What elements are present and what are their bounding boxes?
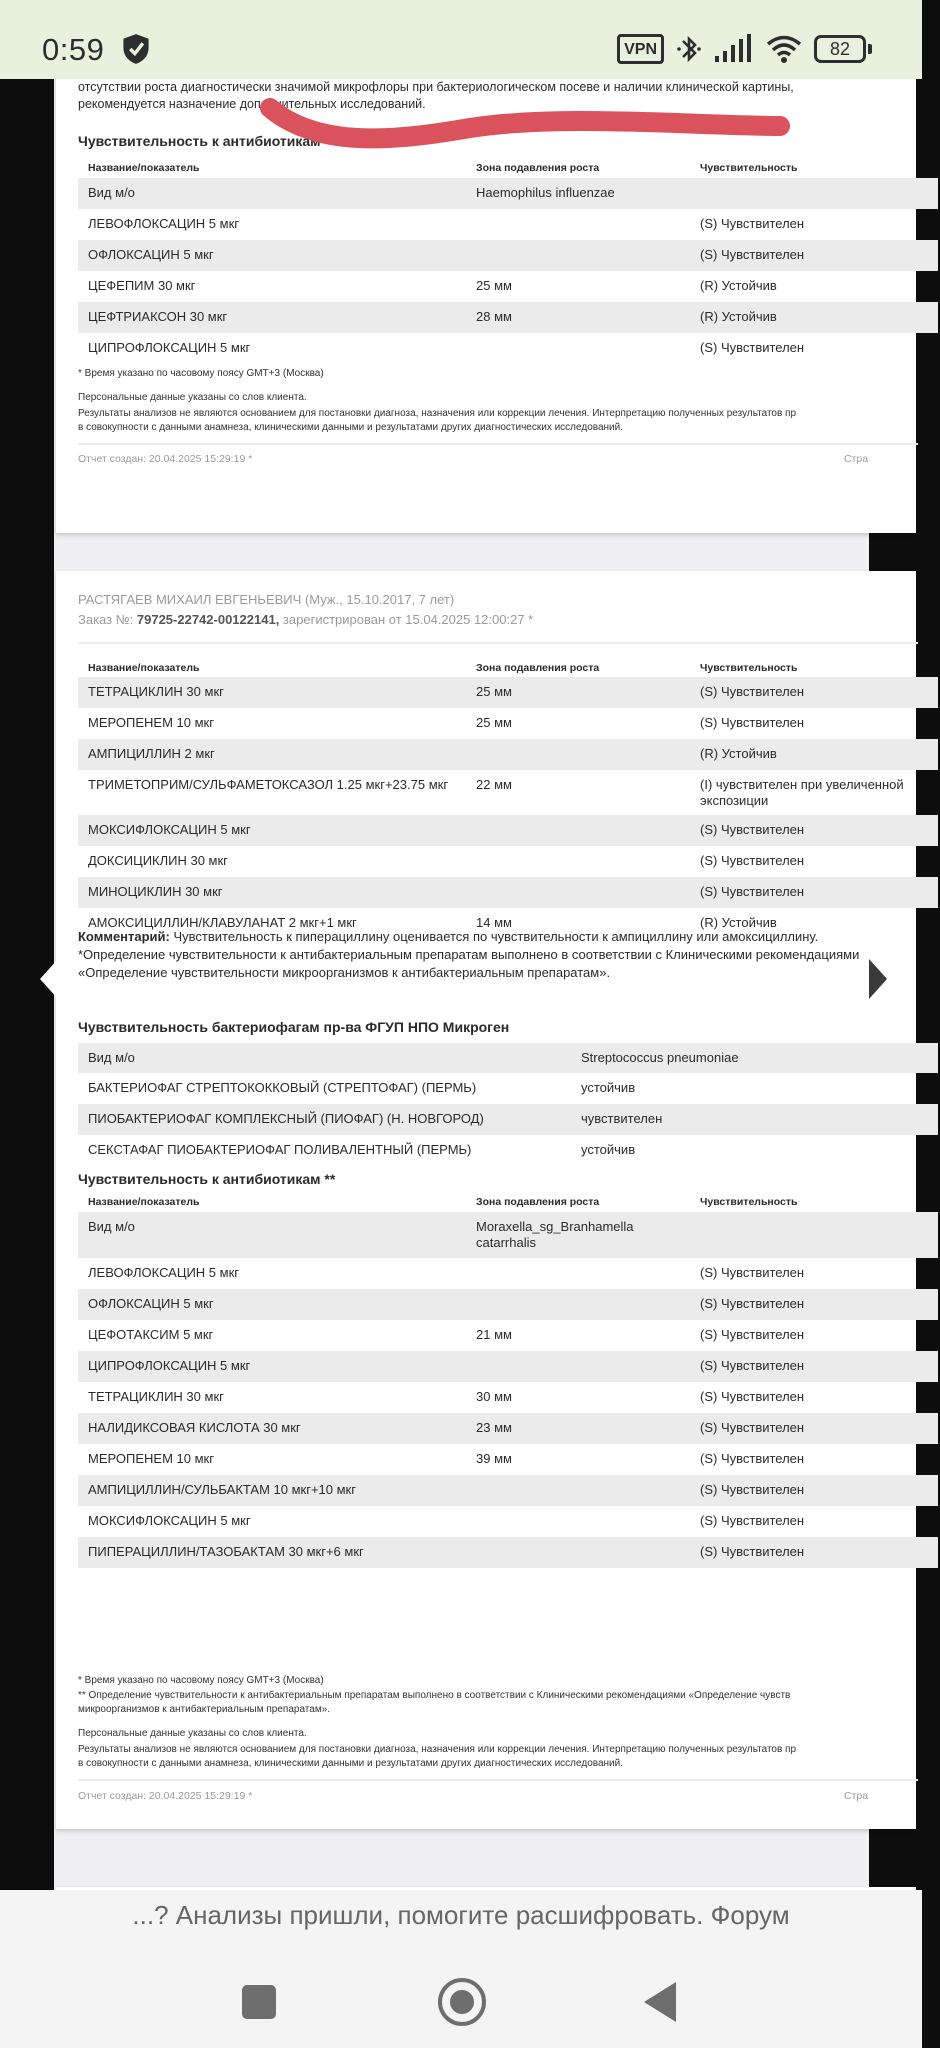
table-row	[78, 209, 938, 240]
page-caption: ...? Анализы пришли, помогите расшифровать. Форум	[132, 1900, 790, 1930]
cell-name: ДОКСИЦИКЛИН 30 мкг	[88, 853, 228, 868]
cell-sens: (I) чувствителен при увеличенной экспозиции	[700, 777, 904, 808]
footnote-guidelines-1: ** Определение чувствительности к антибактериальным препаратам выполнено в соответствии с Клиническими рекомендациями «Определение чувств	[78, 1690, 791, 1701]
header-sensitivity: Чувствительность	[700, 162, 798, 174]
wifi-icon	[766, 34, 802, 64]
cell-sens: (R) Устойчив	[700, 278, 777, 293]
cell-sens: (S) Чувствителен	[700, 340, 805, 355]
cell-zone: Haemophilus influenzae	[476, 185, 615, 200]
table-row	[78, 739, 938, 770]
cell-name: ЛЕВОФЛОКСАЦИН 5 мкг	[88, 1265, 240, 1280]
cell-sens: (S) Чувствителен	[700, 247, 805, 262]
cell-sens: (S) Чувствителен	[700, 216, 805, 231]
table-row	[78, 1444, 938, 1475]
table-row	[78, 1475, 938, 1506]
cell-name: МОКСИФЛОКСАЦИН 5 мкг	[88, 822, 251, 837]
cell-sens: (S) Чувствителен	[700, 1513, 805, 1528]
cell-zone: 22 мм	[476, 777, 512, 792]
next-page-arrow-icon[interactable]	[869, 959, 889, 999]
table-row	[78, 846, 938, 877]
recents-button[interactable]	[242, 1985, 276, 2019]
cell-zone: 21 мм	[476, 1327, 512, 1342]
system-nav-bar	[0, 1970, 922, 2040]
previous-page-arrow-icon[interactable]	[38, 959, 58, 999]
cell-name: АМОКСИЦИЛЛИН/КЛАВУЛАНАТ 2 мкг+1 мкг	[88, 915, 357, 930]
status-bar	[0, 0, 922, 79]
disclaimer-line-1: Результаты анализов не являются основанием для постановки диагноза, назначения или коррекции лечения. Интерпретацию полученных результатов пр	[78, 408, 797, 419]
home-button[interactable]	[438, 1978, 486, 2026]
cell-name: ОФЛОКСАЦИН 5 мкг	[88, 247, 214, 262]
cell-value: устойчив	[581, 1142, 636, 1157]
table-row	[78, 1073, 938, 1104]
cell-name: АМПИЦИЛЛИН/СУЛЬБАКТАМ 10 мкг+10 мкг	[88, 1482, 356, 1497]
section-title-phages: Чувствительность бактериофагам пр-ва ФГУП НПО Микроген	[78, 1019, 510, 1035]
cell-name: ТЕТРАЦИКЛИН 30 мкг	[88, 684, 224, 699]
cell-zone: 30 мм	[476, 1389, 512, 1404]
personal-data-note: Персональные данные указаны со слов клиента.	[78, 392, 307, 403]
cell-sens: (S) Чувствителен	[700, 1327, 805, 1342]
cell-sens: (S) Чувствителен	[700, 1451, 805, 1466]
divider	[78, 443, 918, 445]
cell-name: ЦЕФЕПИМ 30 мкг	[88, 278, 196, 293]
cell-zone: Moraxella_sg_Branhamella catarrhalis	[476, 1219, 634, 1250]
cell-zone: 25 мм	[476, 278, 512, 293]
table-row	[78, 271, 938, 302]
table-row	[78, 302, 938, 333]
comment-line-1: Комментарий: Чувствительность к пиперациллину оценивается по чувствительности к ампициллину или амоксициллину.	[78, 929, 819, 944]
table-row	[78, 877, 938, 908]
table-row	[78, 1212, 938, 1258]
order-info: Заказ №: 79725-22742-00122141, зарегистрирован от 15.04.2025 12:00:27 *	[78, 612, 534, 627]
cell-zone: 25 мм	[476, 684, 512, 699]
cell-name: БАКТЕРИОФАГ СТРЕПТОКОККОВЫЙ (СТРЕПТОФАГ) (ПЕРМЬ)	[88, 1080, 477, 1095]
table-row	[78, 1289, 938, 1320]
cell-name: МОКСИФЛОКСАЦИН 5 мкг	[88, 1513, 251, 1528]
report-page-1	[56, 49, 916, 533]
clock: 0:59	[42, 32, 105, 67]
table-row	[78, 1506, 938, 1537]
back-button[interactable]	[644, 1982, 676, 2022]
cell-name: Вид м/о	[88, 1219, 135, 1234]
table-row	[78, 240, 938, 271]
cell-name: АМПИЦИЛЛИН 2 мкг	[88, 746, 215, 761]
cell-name: ПИОБАКТЕРИОФАГ КОМПЛЕКСНЫЙ (ПИОФАГ) (Н. НОВГОРОД)	[88, 1111, 484, 1126]
cell-value: Streptococcus pneumoniae	[581, 1050, 739, 1065]
cell-sens: (S) Чувствителен	[700, 1420, 805, 1435]
footnote-guidelines-2: микроорганизмов к антибактериальным препаратам».	[78, 1704, 331, 1715]
cell-name: ЦИПРОФЛОКСАЦИН 5 мкг	[88, 1358, 251, 1373]
close-icon[interactable]	[862, 118, 888, 154]
order-number: 79725-22742-00122141,	[136, 612, 280, 627]
battery-icon	[814, 35, 872, 63]
table-header	[78, 162, 938, 178]
cell-value: чувствителен	[581, 1111, 663, 1126]
page-number: Стра	[844, 1790, 869, 1802]
cell-name: ЛЕВОФЛОКСАЦИН 5 мкг	[88, 216, 240, 231]
cell-sens: (S) Чувствителен	[700, 1296, 805, 1311]
cell-sens: (S) Чувствителен	[700, 1482, 805, 1497]
table-row	[78, 770, 938, 815]
divider	[78, 1779, 918, 1781]
cell-sens: (R) Устойчив	[700, 746, 777, 761]
table-row	[78, 178, 938, 209]
document-viewer[interactable]	[0, 79, 922, 1890]
footnote-time: * Время указано по часовому поясу GMT+3 (Москва)	[78, 1675, 324, 1686]
patient-info: РАСТЯГАЕВ МИХАИЛ ЕВГЕНЬЕВИЧ (Муж., 15.10.2017, 7 лет)	[78, 592, 455, 607]
table-row	[78, 1413, 938, 1444]
table-row	[78, 677, 938, 708]
cell-sens: (S) Чувствителен	[700, 822, 805, 837]
comment-line-2: *Определение чувствительности к антибактериальным препаратам выполнено в соответствии с Клиническими рекомендациями	[78, 947, 860, 962]
cell-name: ТЕТРАЦИКЛИН 30 мкг	[88, 1389, 224, 1404]
cell-name: ЦЕФТРИАКСОН 30 мкг	[88, 309, 228, 324]
comment-label: Комментарий:	[78, 929, 170, 944]
cell-name: МЕРОПЕНЕМ 10 мкг	[88, 715, 214, 730]
table-row	[78, 708, 938, 739]
bottom-bar	[0, 1890, 922, 2048]
table-row	[78, 1382, 938, 1413]
header-zone: Зона подавления роста	[476, 162, 600, 174]
cell-name: ТРИМЕТОПРИМ/СУЛЬФАМЕТОКСАЗОЛ 1.25 мкг+23.75 мкг	[88, 777, 449, 792]
cell-sens: (S) Чувствителен	[700, 1544, 805, 1559]
home-icon	[450, 1990, 474, 2014]
report-created: Отчет создан: 20.04.2025 15:29:19 *	[78, 1790, 253, 1802]
table-row	[78, 1104, 938, 1135]
cell-sens: (R) Устойчив	[700, 309, 777, 324]
divider	[78, 642, 918, 644]
signal-icon	[714, 34, 754, 64]
cell-zone: 39 мм	[476, 1451, 512, 1466]
table-row	[78, 1351, 938, 1382]
shield-check-icon	[122, 33, 150, 65]
header-name: Название/показатель	[88, 162, 200, 174]
cell-name: ЦИПРОФЛОКСАЦИН 5 мкг	[88, 340, 251, 355]
cell-zone: 23 мм	[476, 1420, 512, 1435]
disclaimer-line-2: в совокупности с данными анамнеза, клиническими данными и результатами других диагностических исследований.	[78, 422, 623, 433]
table-row	[78, 1135, 938, 1166]
cell-name: Вид м/о	[88, 185, 135, 200]
cell-sens: (S) Чувствителен	[700, 853, 805, 868]
cell-name: ЦЕФОТАКСИМ 5 мкг	[88, 1327, 214, 1342]
vpn-icon: VPN	[617, 34, 664, 64]
status-icons	[617, 32, 872, 66]
cell-sens: (S) Чувствителен	[700, 884, 805, 899]
footnote-time: * Время указано по часовому поясу GMT+3 (Москва)	[78, 368, 324, 379]
intro-text-line-1: отсутствии роста диагностически значимой микрофлоры при бактериологическом посеве и наличии клинической картины,	[78, 80, 794, 94]
cell-sens: (S) Чувствителен	[700, 1358, 805, 1373]
comment-line-3: «Определение чувствительности микроорганизмов к антибактериальным препаратам».	[78, 965, 611, 980]
cell-sens: (S) Чувствителен	[700, 715, 805, 730]
cell-name: НАЛИДИКСОВАЯ КИСЛОТА 30 мкг	[88, 1420, 301, 1435]
disclaimer-line-2: в совокупности с данными анамнеза, клиническими данными и результатами других диагностических исследований.	[78, 1758, 623, 1769]
cell-sens: (S) Чувствителен	[700, 1389, 805, 1404]
section-title-antibiotics-2: Чувствительность к антибиотикам **	[78, 1171, 336, 1187]
cell-name: МЕРОПЕНЕМ 10 мкг	[88, 1451, 214, 1466]
table-row	[78, 1043, 938, 1073]
personal-data-note: Персональные данные указаны со слов клиента.	[78, 1728, 307, 1739]
report-page-2	[56, 571, 916, 1829]
cell-name: ОФЛОКСАЦИН 5 мкг	[88, 1296, 214, 1311]
battery-level: 82	[814, 35, 866, 63]
cell-zone: 28 мм	[476, 309, 512, 324]
cell-name: СЕКСТАФАГ ПИОБАКТЕРИОФАГ ПОЛИВАЛЕНТНЫЙ (ПЕРМЬ)	[88, 1142, 472, 1157]
table-row	[78, 1320, 938, 1351]
page-strip	[54, 79, 904, 1890]
report-created: Отчет создан: 20.04.2025 15:29:19 *	[78, 453, 253, 465]
cell-sens: (S) Чувствителен	[700, 1265, 805, 1280]
disclaimer-line-1: Результаты анализов не являются основанием для постановки диагноза, назначения или коррекции лечения. Интерпретацию полученных результатов пр	[78, 1744, 797, 1755]
bluetooth-icon	[676, 32, 702, 66]
cell-sens: (R) Устойчив	[700, 915, 777, 930]
cell-name: ПИПЕРАЦИЛЛИН/ТАЗОБАКТАМ 30 мкг+6 мкг	[88, 1544, 364, 1559]
table-row	[78, 333, 938, 364]
table-row	[78, 1537, 938, 1568]
table-row	[78, 1258, 938, 1289]
section-title-antibiotics: Чувствительность к антибиотикам	[78, 133, 321, 149]
page-number: Стра	[844, 453, 869, 465]
table-row	[78, 815, 938, 846]
table-header: Название/показатель Зона подавления роста Чувствительность	[88, 1196, 798, 1208]
intro-text-line-2: рекомендуется назначение дополнительных исследований.	[78, 97, 426, 111]
table-header: Название/показатель Зона подавления роста Чувствительность	[88, 662, 798, 674]
cell-zone: 14 мм	[476, 915, 512, 930]
cell-zone: 25 мм	[476, 715, 512, 730]
cell-sens: (S) Чувствителен	[700, 684, 805, 699]
cell-value: устойчив	[581, 1080, 636, 1095]
cell-name: МИНОЦИКЛИН 30 мкг	[88, 884, 223, 899]
cell-name: Вид м/о	[88, 1050, 135, 1065]
